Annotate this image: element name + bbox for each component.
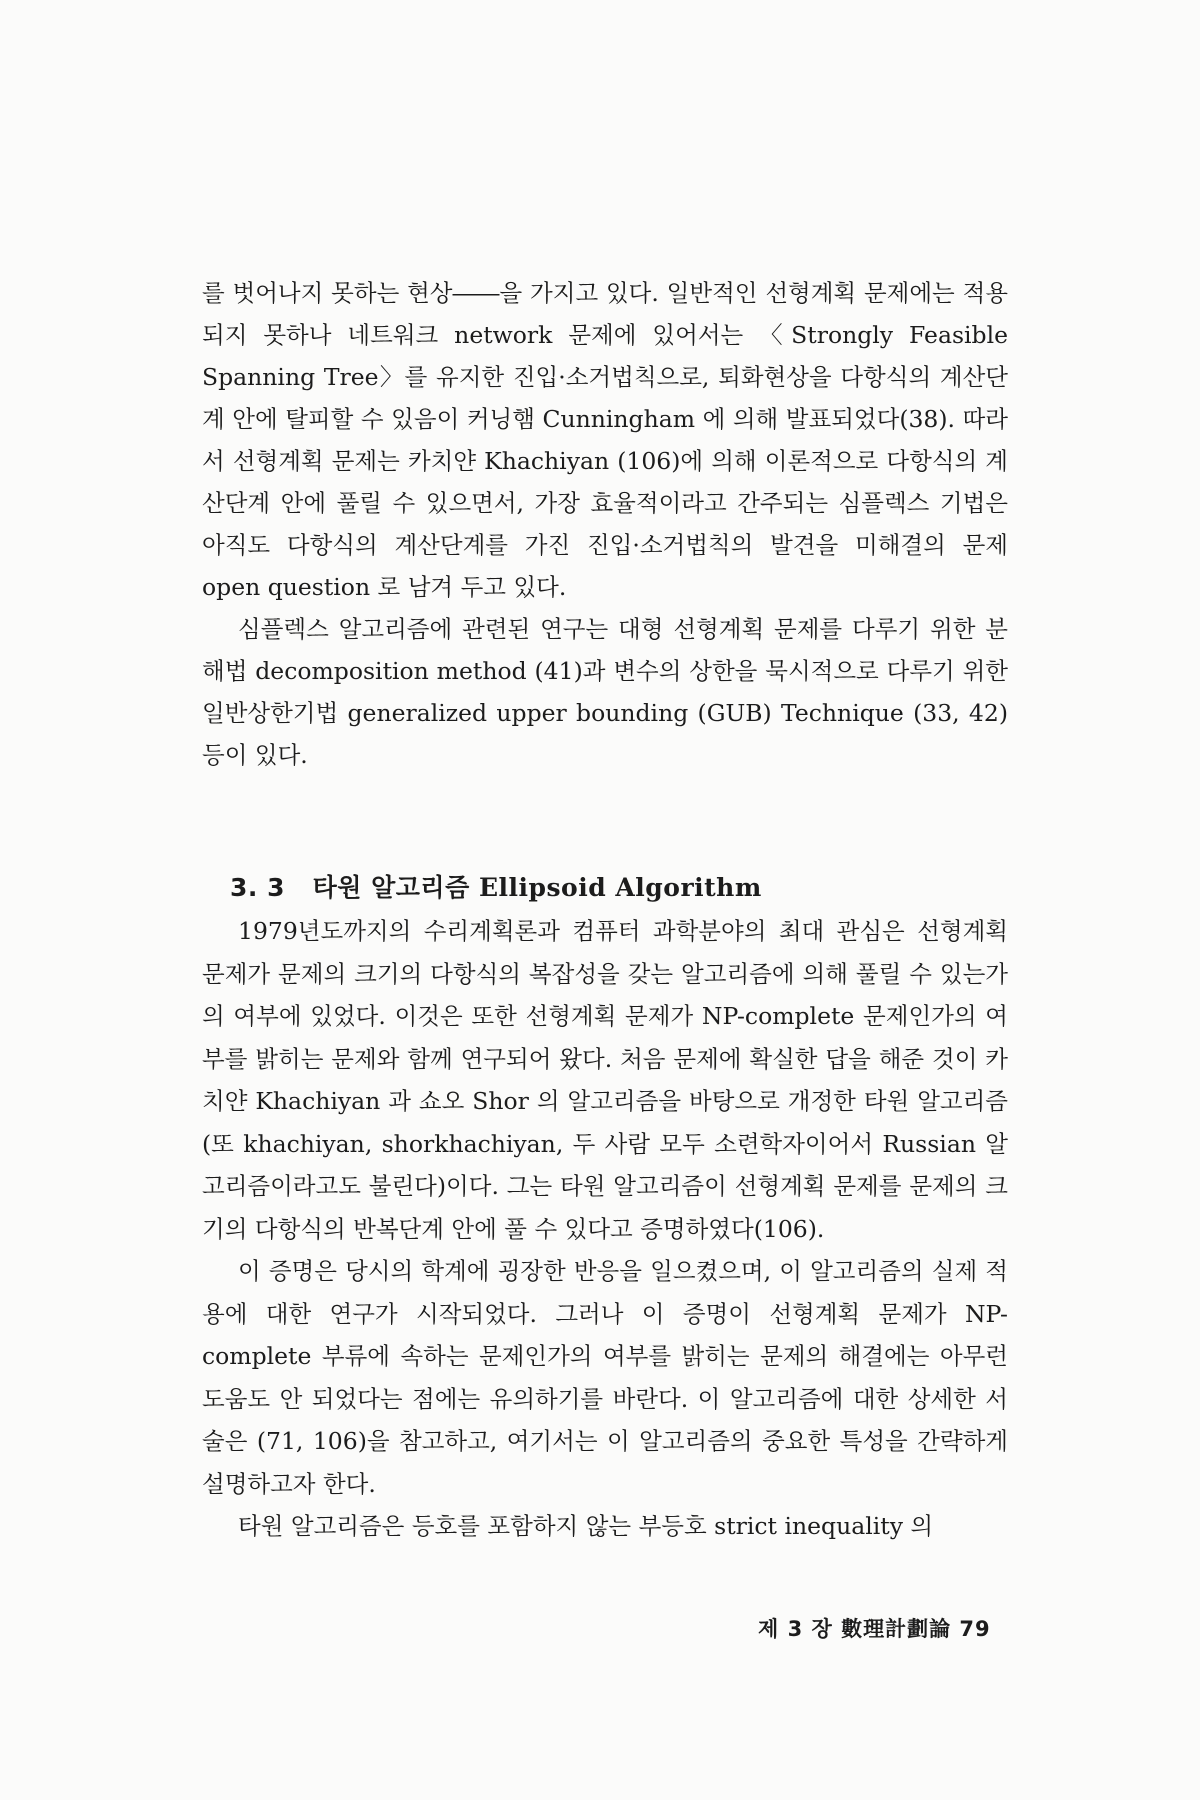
section-heading <box>230 868 762 904</box>
page-footer: 제 3 장 數理計劃論 79 <box>758 1617 991 1641</box>
section-number: 3. 3 <box>230 873 285 902</box>
body-text-upper <box>202 272 1008 776</box>
paragraph-1979-interest: 1979년도까지의 수리계획론과 컴퓨터 과학분야의 최대 관심은 선형계획 문제가 문제의 크기의 다항식의 복잡성을 갖는 알고리즘에 의해 풀릴 수 있는가의 여부에 있었다. 이것은 또한 선형계획 문제가 NP-complete 문제인가의 여부를 밝히는 문제와 함께 연구되어 왔다. 처음 문제에 확실한 답을 해준 것이 카치얀 Khachiyan 과 쇼오 Shor 의 알고리즘을 바탕으로 개정한 타원 알고리즘(또 khachiyan, shorkhachiyan, 두 사람 모두 소련학자이어서 Russian 알고리즘이라고도 불린다)이다. 그는 타원 알고리즘이 선형계획 문제를 문제의 크기의 다항식의 반복단계 안에 풀 수 있다고 증명하였다(106). <box>202 917 1008 1243</box>
body-text-lower <box>202 910 1008 1548</box>
paragraph-simplex-research: 심플렉스 알고리즘에 관련된 연구는 대형 선형계획 문제를 다루기 위한 분해법 decomposition method (41)과 변수의 상한을 묵시적으로 다루기 위한 일반상한기법 generalized upper bounding (GUB) Technique (33, 42) 등이 있다. <box>202 615 1008 769</box>
paragraph-proof-reaction: 이 증명은 당시의 학계에 굉장한 반응을 일으켰으며, 이 알고리즘의 실제 적용에 대한 연구가 시작되었다. 그러나 이 증명이 선형계획 문제가 NP-complete 부류에 속하는 문제인가의 여부를 밝히는 문제의 해결에는 아무런 도움도 안 되었다는 점에는 유의하기를 바란다. 이 알고리즘에 대한 상세한 서술은 (71, 106)을 참고하고, 여기서는 이 알고리즘의 중요한 특성을 간략하게 설명하고자 한다. <box>202 1257 1008 1498</box>
section-title-korean: 타원 알고리즘 <box>312 873 470 902</box>
paragraph-continued: 를 벗어나지 못하는 현상――을 가지고 있다. 일반적인 선형계획 문제에는 적용되지 못하나 네트워크 network 문제에 있어서는 〈Strongly Feasible Spanning Tree〉를 유지한 진입·소거법칙으로, 퇴화현상을 다항식의 계산단계 안에 탈피할 수 있음이 커닝햄 Cunningham 에 의해 발표되었다(38). 따라서 선형계획 문제는 카치얀 Khachiyan (106)에 의해 이론적으로 다항식의 계산단계 안에 풀릴 수 있으면서, 가장 효율적이라고 간주되는 심플렉스 기법은 아직도 다항식의 계산단계를 가진 진입·소거법칙의 발견을 미해결의 문제 open question 로 남겨 두고 있다. <box>202 279 1008 601</box>
paragraph-ellipsoid-intro: 타원 알고리즘은 등호를 포함하지 않는 부등호 strict inequality 의 <box>238 1512 934 1540</box>
section-title-english: Ellipsoid Algorithm <box>478 873 762 902</box>
